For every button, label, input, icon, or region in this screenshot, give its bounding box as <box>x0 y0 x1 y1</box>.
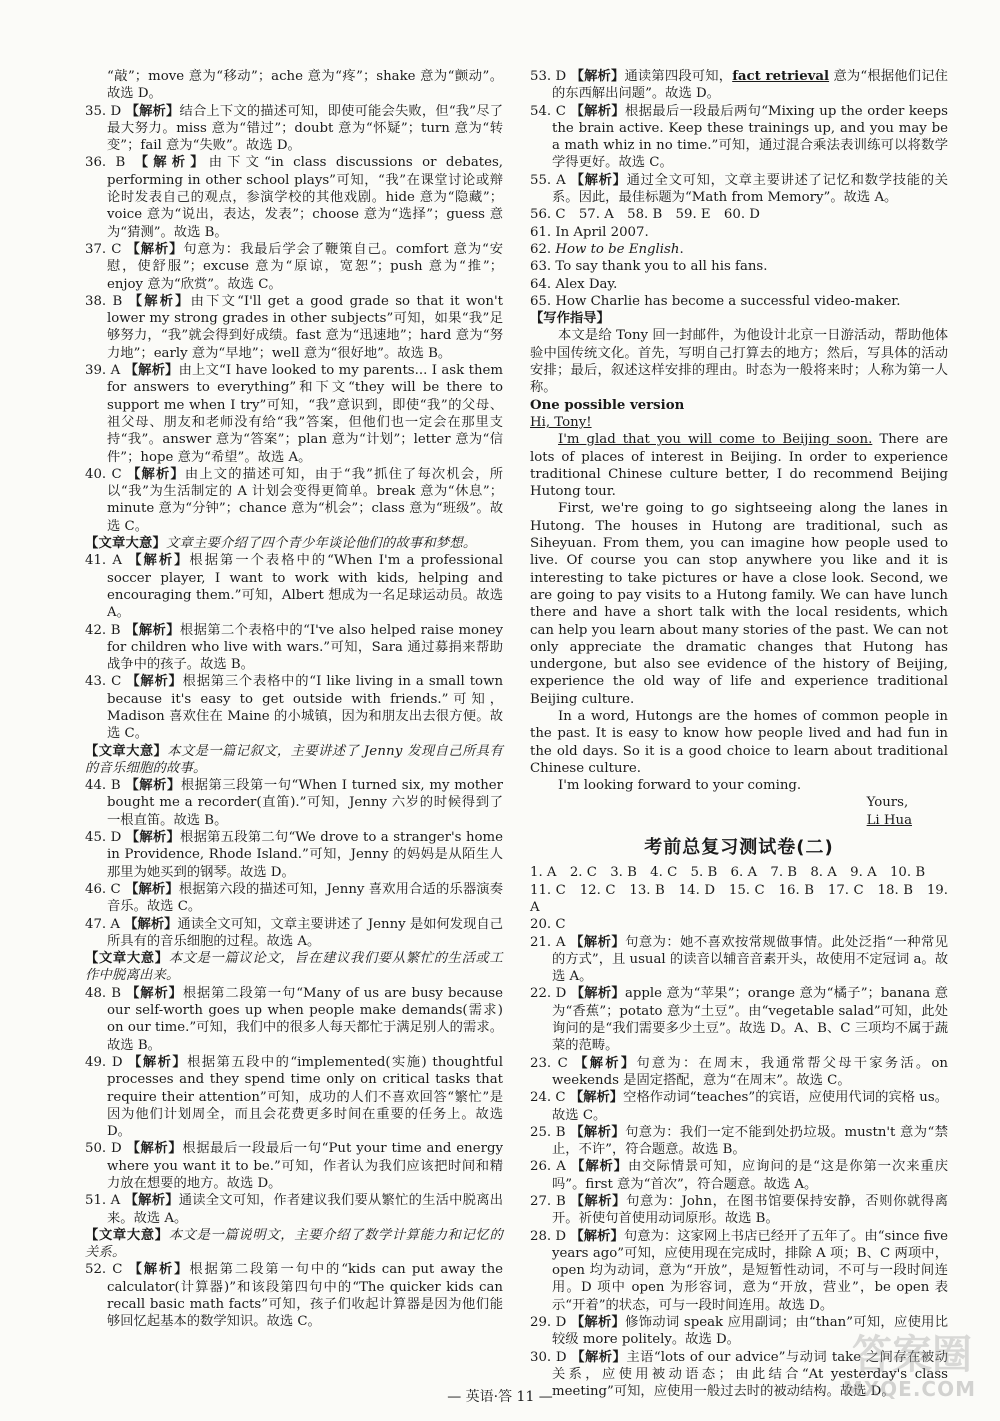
analysis-tag: 【解析】 <box>570 1315 626 1331</box>
analysis-text: 句意为：在周末，我通常帮父母干家务活。on weekends 是固定搭配，意为“在周末”。故选 C。 <box>552 1055 948 1088</box>
analysis-text: 根据第一个表格中的“When I'm a professional soccer player, I want to work with kids, helping and encouraging them.”可知，Albert 想成为一名足球运动员。故选 A。 <box>107 553 504 621</box>
analysis-text: 根据第二段第一句“Many of us are busy because our self-worth goes up when people make demands(需求) on our time.”可知，我们中的很多人每天都忙于满足别人的需求。故选 B。 <box>107 985 503 1053</box>
signature-closing: Yours, <box>866 795 909 811</box>
analysis-text: 根据第六段的描述可知，Jenny 喜欢用合适的乐器演奏音乐。故选 C。 <box>107 881 503 915</box>
answer-number: 52. C <box>85 1262 123 1278</box>
answer-number: 23. C <box>530 1055 568 1071</box>
watermark-site: MXQE.COM <box>842 1377 976 1401</box>
analysis-tag: 【解析】 <box>125 830 181 846</box>
answer-number: 53. D <box>530 69 567 84</box>
answer-number: 22. D <box>530 986 567 1002</box>
analysis-text: 根据第五段中的“implemented(实施) thoughtful processes and they spend time only on critical tasks that require their attention”可知，成功的人们不喜欢回答“繁忙”是因为他们计划周全，而且会花费更多时间在重要的任务上。故选 D。 <box>107 1054 503 1140</box>
answer-number: 35. D <box>85 103 122 119</box>
answer-entry <box>85 673 503 742</box>
analysis-text: 根据第五段第二句“We drove to a stranger's home in Providence, Rhode Island.”可知，Jenny 的妈妈是从陌生人那里为她买到的钢琴。故选 D。 <box>107 830 503 880</box>
answer-number: 45. D <box>85 830 122 846</box>
analysis-text: 修饰动词 speak 应用副词；由“than”可知，应使用比较级 more politely。故选 D。 <box>552 1315 949 1348</box>
analysis-text: 由上文的描述可知，由于“我”抓住了每次机会，所以“我”为生活制定的 A 计划会变得更简单。break 意为“休息”；minute 意为“分钟”；chance 意为“机会”；class 意为“班级”。故选 C。 <box>107 466 503 534</box>
answer-entry <box>85 1140 503 1192</box>
underlined-sentence: I'm glad that you will come to Beijing soon. <box>558 432 873 448</box>
essay-paragraph: First, we're going to go sightseeing along the lanes in Hutong. The houses in Hutong are traditional, such as Siheyuan. From them, you can imagine how people used to live. Of course you can stop anywhere you like and it is interesting to take pictures or have a close look. Second, we are going to pay visits to a Hutong family. We can have lunch there and have a short talk with the local residents, which can help you learn about many stories of the past. We can not only appreciate the dramatic changes that Hutong has undergone, but also see evidence of the history of Beijing, experience the old way of life and experience traditional Beijing culture. <box>530 501 948 707</box>
analysis-tag: 【解析】 <box>128 1054 188 1070</box>
letter-signature <box>530 794 912 829</box>
summary-text: 本文是一篇议论文，旨在建议我们要从繁忙的生活或工作中脱离出来。 <box>85 951 503 984</box>
summary-tag: 【文章大意】 <box>85 536 166 552</box>
answer-number: 28. D <box>530 1228 567 1244</box>
analysis-text: 由下文“I'll get a good grade so that it won't lower my strong grades in other subjects”可知，如果“我”足够努力，“我”就会得到好成绩。fast 意为“迅速地”；hard 意为“努力地”；early 意为“早地”；well 意为“很好地”。故选 B。 <box>107 293 503 361</box>
answer-line: 1. A 2. C 3. B 4. C 5. B 6. A 7. B 8. A 9. A 10. B <box>530 865 926 881</box>
summary-text: 本文是一篇说明文，主要介绍了数学计算能力和记忆的关系。 <box>85 1227 503 1261</box>
signature-block <box>867 794 912 829</box>
answer-entry <box>85 241 503 293</box>
answer-number: 27. B <box>530 1194 566 1209</box>
answer-number: 37. C <box>85 241 122 257</box>
answer-number: 44. B <box>85 778 121 794</box>
answer-number: 26. A <box>530 1159 566 1175</box>
answer-number: 41. A <box>85 553 122 569</box>
answer-entry <box>530 934 948 986</box>
analysis-text: 空格作动词“teaches”的宾语，应使用代词的宾格 us。故选 C。 <box>552 1090 948 1123</box>
answer-entry <box>530 1055 948 1090</box>
book-title: How to be English <box>555 241 680 257</box>
essay-paragraph: In a word, Hutongs are the homes of common people in the past. It is easy to know how people lived and had fun in the old days. So it is a good choice to learn about traditional Chinese culture. <box>530 708 948 776</box>
analysis-text: 句意为：这家网上书店已经开了五年了。由“since five years ago”可知，应使用现在完成时，排除 A 项；B、C 两项中，open 均为动词，意为“开放”，是短暂性动词，不可与一段时间连用。D 项中 open 为形容词，意为“开放，营业”，be open 表示“开着”的状态，可与一段时间连用。故选 D。 <box>552 1228 949 1313</box>
essay-paragraph <box>530 431 948 500</box>
watermark-logo <box>762 1323 982 1403</box>
essay-paragraph: I'm looking forward to your coming. <box>558 778 802 794</box>
answer-number: 39. A <box>85 363 121 379</box>
summary-tag: 【文章大意】 <box>85 951 169 967</box>
answer-entry <box>530 172 948 207</box>
answer-entry <box>85 881 503 916</box>
analysis-tag: 【解析】 <box>574 1055 637 1071</box>
answer-line: 20. C <box>530 917 566 933</box>
answer-number: 25. B <box>530 1124 566 1140</box>
analysis-text: 根据最后一段最后两句“Mixing up the order keeps the brain active. Keep these trainings up, and you may be a math whiz in no time.”可知，通过混合乘法表训练可以将数学学得更好。故选 C。 <box>552 103 948 171</box>
analysis-tag: 【解析】 <box>570 69 625 84</box>
answer-number: 46. C <box>85 881 121 897</box>
analysis-text: 根据第三个表格中的“I like living in a small town because it's easy to get outside with friends.”可知，Madison 喜欢住在 Maine 的小城镇，因为和朋友出去很方便。故选 C。 <box>107 674 504 742</box>
answer-entry <box>85 985 503 1054</box>
answer-prefix: 62. <box>530 241 556 257</box>
analysis-tag: 【解析】 <box>126 241 184 257</box>
analysis-tag: 【解析】 <box>124 916 178 932</box>
analysis-text: apple 意为“苹果”；orange 意为“橘子”；banana 意为“香蕉”；potato 意为“土豆”。由“vegetable salad”可知，此处询问的是“我们需要多少土豆”。故选 D。A、B、C 三项均不属于蔬菜的范畴。 <box>552 986 948 1054</box>
answer-number: 21. A <box>530 934 566 950</box>
answer-line: 56. C 57. A 58. B 59. E 60. D <box>530 207 760 223</box>
analysis-text: 根据第二段第一句中的“kids can put away the calculator(计算器)”和该段第四句中的“The quicker kids can recall basic math facts”可知，孩子们收起计算器是因为他们能够回忆起基本的数学知识。故选 C。 <box>107 1262 503 1330</box>
answer-number: 55. A <box>530 172 566 188</box>
answer-number: 24. C <box>530 1090 566 1106</box>
summary-tag: 【文章大意】 <box>85 743 168 759</box>
answer-line: 11. C 12. C 13. B 14. D 15. C 16. B 17. C 18. B 19. A <box>530 882 948 915</box>
answer-number: 54. C <box>530 103 566 119</box>
answer-number: 36. B <box>85 155 126 171</box>
summary-text: 本文是一篇记叙文，主要讲述了 Jenny 发现自己所具有的音乐细胞的故事。 <box>85 743 503 776</box>
answer-entry <box>85 362 503 466</box>
answer-entry <box>530 1228 948 1314</box>
answer-entry <box>85 1261 503 1330</box>
analysis-tag: 【解析】 <box>570 172 627 188</box>
analysis-tag: 【解析】 <box>127 466 185 482</box>
analysis-tag: 【解析】 <box>126 674 183 690</box>
analysis-tag: 【解析】 <box>125 778 181 794</box>
analysis-tag: 【解析】 <box>125 881 179 897</box>
answer-entry <box>85 466 503 535</box>
analysis-text: 句意为：John，在图书馆要保持安静，否则你就得离开。祈使句首使用动词原形。故选 B。 <box>552 1194 949 1227</box>
answer-number: 42. B <box>85 622 121 638</box>
answer-entry <box>85 293 503 362</box>
analysis-tag: 【解析】 <box>571 1349 627 1365</box>
page-footer: — 英语·答 11 — <box>447 1389 553 1405</box>
answer-entry <box>530 985 948 1054</box>
section-heading: One possible version <box>530 397 685 413</box>
analysis-text: 由下文“in class discussions or debates, performing in other school plays”可知，“我”在课堂讨论或辩论时发表自己的观点，参演学校的其他戏剧。hide 意为“隐藏”；voice 意为“说出，表达，发表”；choose 意为“选择”；guess 意为“猜测”。故选 B。 <box>107 155 504 240</box>
analysis-tag: 【解析】 <box>134 155 209 171</box>
essay-paragraph: 本文是给 Tony 回一封邮件，为他设计北京一日游活动，帮助他体验中国传统文化。首先，写明自己打算去的地方；然后，写具体的活动安排；最后，叙述这样安排的理由。时态为一般将来时；人称为第一人称。 <box>530 328 948 396</box>
emphasized-term: fact retrieval <box>732 69 830 84</box>
analysis-tag: 【解析】 <box>570 1124 626 1140</box>
answer-entry <box>530 1158 948 1193</box>
analysis-text: 根据第二个表格中的“I've also helped raise money for children who live with wars.”可知，Sara 通过募捐来帮助战争中的孩子。故选 B。 <box>107 622 504 673</box>
answer-continuation: “敲”；move 意为“移动”；ache 意为“疼”；shake 意为“颤动”。故选 D。 <box>107 69 503 102</box>
analysis-text: 通读第四段可知， <box>624 69 733 84</box>
answer-number: 50. D <box>85 1141 122 1157</box>
answer-entry <box>85 916 503 951</box>
answer-entry <box>530 1089 948 1124</box>
answer-number: 48. B <box>85 985 122 1001</box>
analysis-text: 意为“根据他们记住的东西解出问题”。故选 D。 <box>552 69 948 102</box>
analysis-text: 句意为：我们一定不能到处扔垃圾。mustn't 意为“禁止，不许”，符合题意。故选 B。 <box>552 1124 948 1158</box>
answer-number: 47. A <box>85 916 120 932</box>
answer-entry <box>85 777 503 829</box>
summary-text: 文章主要介绍了四个青少年谈论他们的故事和梦想。 <box>165 536 477 552</box>
analysis-text: 根据第三段第一句“When I turned six, my mother bought me a recorder(直笛).”可知，Jenny 六岁的时候得到了一根直笛。故选 B。 <box>107 778 503 828</box>
answer-line: 65. How Charlie has become a successful video-maker. <box>530 293 901 309</box>
analysis-tag: 【解析】 <box>125 622 180 638</box>
article-summary <box>85 743 503 778</box>
answer-entry <box>85 1054 503 1140</box>
answer-number: 38. B <box>85 293 123 309</box>
analysis-tag: 【解析】 <box>570 103 625 119</box>
analysis-tag: 【解析】 <box>126 1141 183 1157</box>
answer-entry <box>85 154 503 240</box>
answer-line: 64. Alex Day. <box>530 276 618 292</box>
analysis-text: 主语“lots of our advice”与动词 take 之间存在被动关系，应使用被动语态；由此结合“At yesterday's class meeting”可知，应使用一般过去时的被动结构。故选 D。 <box>552 1349 948 1400</box>
analysis-tag: 【解析】 <box>570 934 626 950</box>
article-summary <box>85 950 503 985</box>
analysis-tag: 【解析】 <box>570 1194 627 1209</box>
analysis-tag: 【解析】 <box>124 1193 179 1209</box>
analysis-tag: 【解析】 <box>128 553 190 569</box>
answer-line: 61. In April 2007. <box>530 224 649 240</box>
article-summary <box>85 535 503 552</box>
signature-name: Li Hua <box>866 812 912 828</box>
analysis-text: 通读全文可知，文章主要讲述了 Jenny 是如何发现自己所具有的音乐细胞的过程。故选 A。 <box>107 916 503 949</box>
answer-line <box>530 241 948 258</box>
analysis-tag: 【解析】 <box>570 1228 624 1244</box>
test-section-title: 考前总复习测试卷(二) <box>644 837 834 859</box>
answer-number: 43. C <box>85 674 122 690</box>
analysis-tag: 【解析】 <box>128 293 191 309</box>
analysis-tag: 【解析】 <box>126 985 183 1001</box>
answer-line: 63. To say thank you to all his fans. <box>530 259 768 275</box>
letter-greeting <box>530 414 948 431</box>
analysis-text: 句意为：我最后学会了鞭策自己。comfort 意为“安慰，使舒服”；excuse 意为“原谅，宽恕”；push 意为“推”；enjoy 意为“欣赏”。故选 C。 <box>107 241 503 292</box>
answer-number: 29. D <box>530 1315 567 1331</box>
answer-entry <box>85 103 503 155</box>
article-summary <box>85 1227 503 1262</box>
answer-entry <box>85 1192 503 1227</box>
analysis-text: 结合上下文的描述可知，即使可能会失败，但“我”尽了最大努力。miss 意为“错过”；doubt 意为“怀疑”；turn 意为“转变”；fail 意为“失败”。故选 D。 <box>107 103 503 154</box>
analysis-tag: 【解析】 <box>128 1262 190 1278</box>
summary-tag: 【文章大意】 <box>85 1227 169 1243</box>
analysis-tag: 【解析】 <box>571 1159 629 1175</box>
answer-suffix: . <box>679 241 684 257</box>
answer-entry <box>85 552 503 621</box>
analysis-text: 根据最后一段最后一句“Put your time and energy where you want it to be.”可知，作者认为我们应该把时间和精力放在想要的地方。故选 D。 <box>107 1141 503 1191</box>
answer-entry <box>530 103 948 172</box>
answer-entry <box>530 1124 948 1159</box>
right-column <box>530 68 948 1401</box>
answer-number: 51. A <box>85 1193 121 1209</box>
analysis-text: 通读全文可知，作者建议我们要从繁忙的生活中脱离出来。故选 A。 <box>107 1193 504 1226</box>
greeting-text: Hi, Tony! <box>530 414 592 430</box>
analysis-text: 通过全文可知，文章主要讲述了记忆和数学技能的关系。因此，最佳标题为“Math from Memory”。故选 A。 <box>552 172 948 206</box>
watermark-logo-text: 答案圈 <box>852 1332 972 1378</box>
answer-number: 40. C <box>85 466 122 482</box>
answer-entry <box>530 68 948 103</box>
analysis-text: 由交际情景可知，应询问的是“这是你第一次来重庆吗”。first 意为“首次”，符合题意。故选 A。 <box>552 1159 948 1192</box>
analysis-tag: 【解析】 <box>570 986 625 1002</box>
answer-entry <box>85 622 503 674</box>
answer-entry <box>85 829 503 881</box>
essay-text: There are lots of places of interest in Beijing. In order to experience traditional Chinese culture better, I do recommend Beijing Hutong tour. <box>530 432 948 500</box>
analysis-tag: 【解析】 <box>124 363 179 379</box>
analysis-tag: 【解析】 <box>569 1090 624 1106</box>
answer-number: 49. D <box>85 1054 123 1070</box>
left-column <box>85 68 503 1331</box>
analysis-text: 句意为：她不喜欢按常规做事情。此处泛指“一种常见的方式”，且 usual 的读音以辅音音素开头，故使用不定冠词 a。故选 A。 <box>552 934 949 985</box>
section-heading: 【写作指导】 <box>530 311 610 327</box>
analysis-text: 由上文“I have looked to my parents... I ask them for answers to everything”和下文“they will be there to support me when I try”可知，“我”意识到，即使“我”的父母、祖父母、朋友和老师没有给“我”答案，但他们也一定会在那里支持“我”。answer 意为“答案”；plan 意为“计划”；letter 意为“信件”；hope 意为“希望”。故选 A。 <box>107 363 503 465</box>
answer-entry <box>530 1193 948 1228</box>
answer-number: 30. D <box>530 1349 567 1365</box>
analysis-tag: 【解析】 <box>125 103 180 119</box>
